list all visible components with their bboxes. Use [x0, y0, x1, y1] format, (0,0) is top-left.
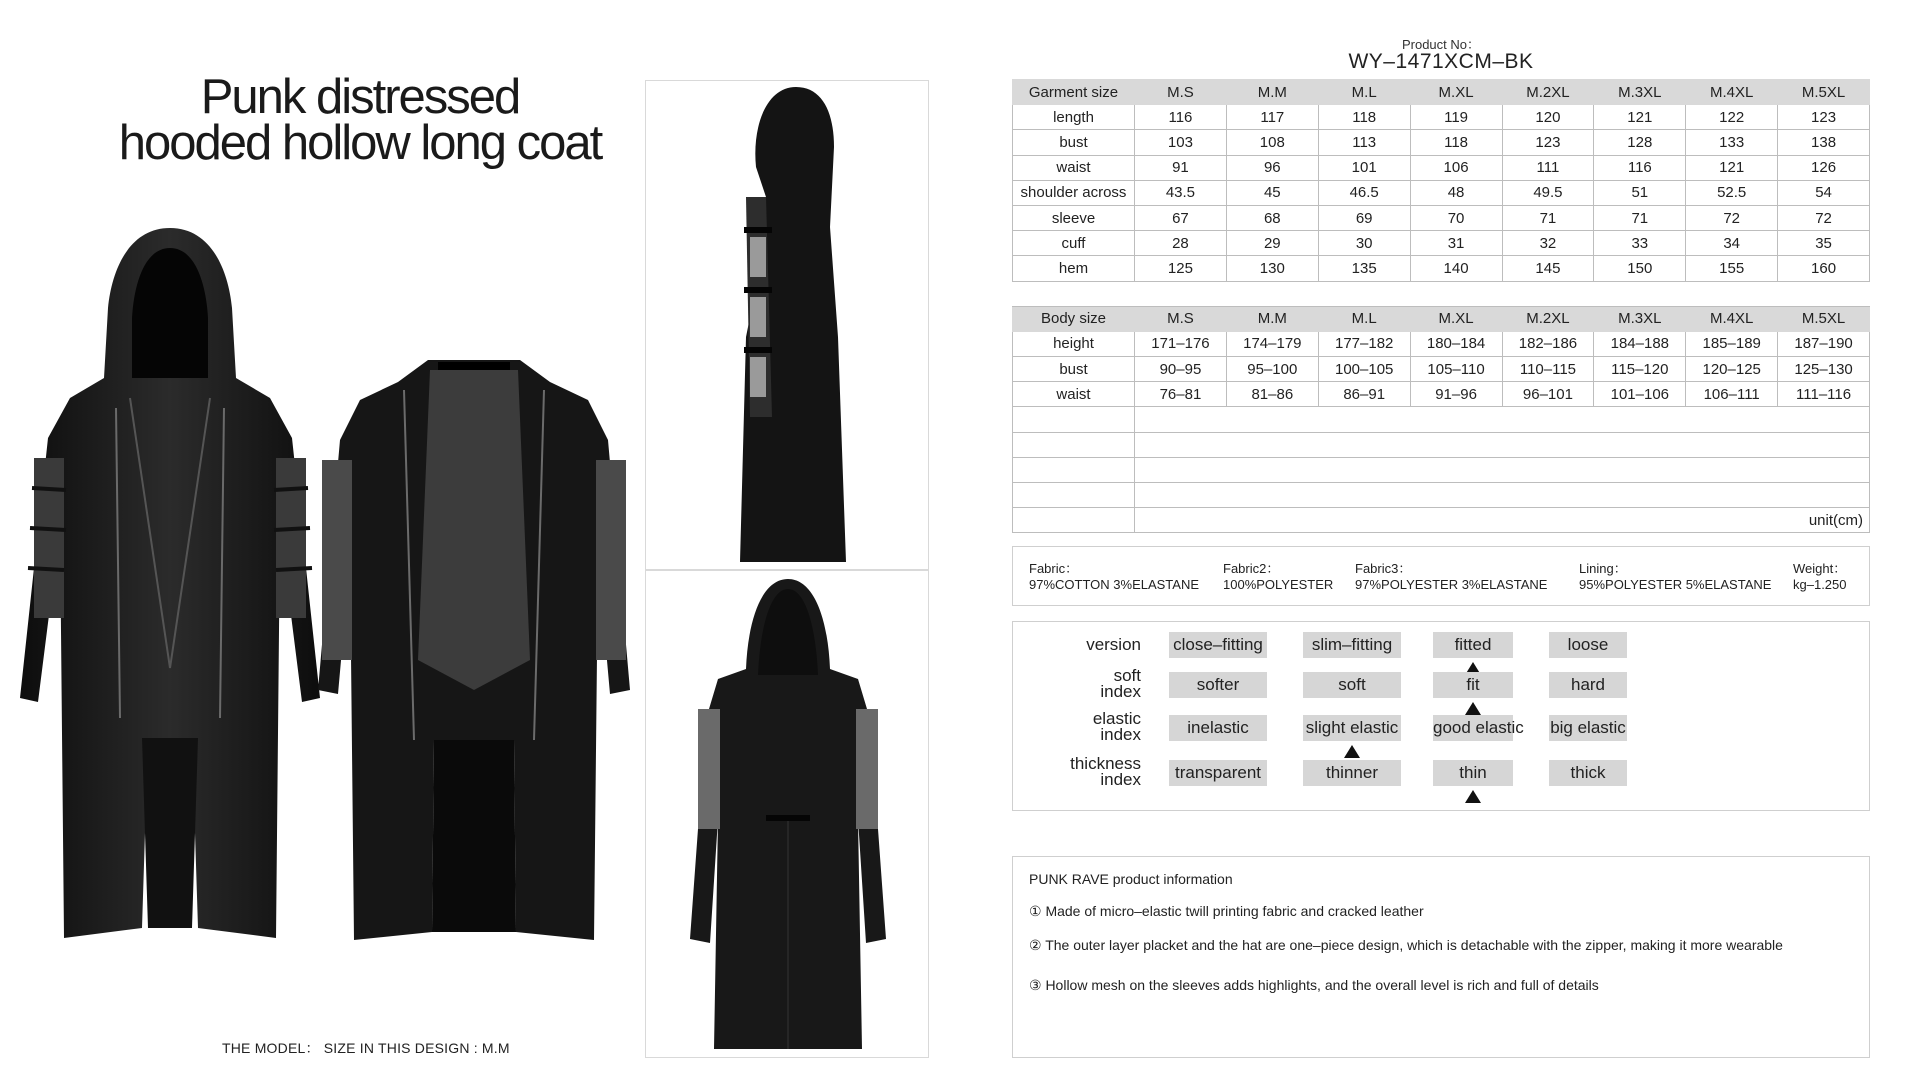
garment-header-row	[1013, 80, 1870, 105]
measure-value: 171–176	[1135, 331, 1227, 356]
size-table-body	[1013, 80, 1870, 533]
measure-label: waist	[1013, 382, 1135, 407]
table-gap-row	[1013, 281, 1870, 306]
measure-value: 117	[1226, 105, 1318, 130]
index-label-line: thickness	[1070, 754, 1141, 773]
side-view-panel	[645, 80, 929, 570]
measure-label: bust	[1013, 357, 1135, 382]
index-option-selected: thin	[1433, 760, 1513, 786]
measure-value: 115–120	[1594, 357, 1686, 382]
measure-value: 140	[1410, 256, 1502, 281]
measure-value: 125–130	[1778, 357, 1870, 382]
size-table	[1012, 79, 1870, 533]
size-header: M.3XL	[1594, 306, 1686, 331]
measure-value: 123	[1778, 105, 1870, 130]
product-number-label: Product No：	[1401, 37, 1481, 52]
garment-row	[1013, 130, 1870, 155]
measure-value: 120–125	[1686, 357, 1778, 382]
empty-row	[1013, 432, 1870, 457]
index-label-line: index	[1100, 725, 1141, 744]
measure-value: 95–100	[1226, 357, 1318, 382]
measure-value: 51	[1594, 180, 1686, 205]
measure-value: 106–111	[1686, 382, 1778, 407]
measure-value: 106	[1410, 155, 1502, 180]
index-label	[1031, 637, 1141, 653]
fit-index-box	[1012, 621, 1870, 811]
empty-cell	[1013, 432, 1135, 457]
garment-row	[1013, 180, 1870, 205]
measure-value: 185–189	[1686, 331, 1778, 356]
size-header: M.3XL	[1594, 80, 1686, 105]
body-header-row	[1013, 306, 1870, 331]
index-label-line: soft	[1113, 666, 1141, 685]
measure-value: 49.5	[1502, 180, 1594, 205]
index-option: slim–fitting	[1303, 632, 1401, 658]
garment-row	[1013, 231, 1870, 256]
size-header: M.4XL	[1686, 306, 1778, 331]
product-info-line-2: ② The outer layer placket and the hat are one–piece design, which is detachable with the zipper, making it more wearable	[1029, 937, 1783, 953]
product-info-box	[1012, 856, 1870, 1058]
index-option: soft	[1303, 672, 1401, 698]
model-size-note: THE MODEL： SIZE IN THIS DESIGN : M.M	[222, 1040, 510, 1056]
product-info-title: PUNK RAVE product information	[1029, 871, 1233, 887]
measure-value: 133	[1686, 130, 1778, 155]
unit-label: unit(cm)	[1135, 508, 1870, 533]
empty-cell	[1013, 508, 1135, 533]
measure-value: 130	[1226, 256, 1318, 281]
measure-value: 123	[1502, 130, 1594, 155]
weight-value: kg–1.250	[1793, 577, 1847, 592]
empty-cell	[1013, 407, 1135, 432]
body-row	[1013, 382, 1870, 407]
size-header: M.2XL	[1502, 80, 1594, 105]
measure-value: 68	[1226, 205, 1318, 230]
empty-row	[1013, 407, 1870, 432]
measure-value: 108	[1226, 130, 1318, 155]
back-view-image	[688, 579, 888, 1051]
table-spacer	[1013, 281, 1870, 306]
size-header: M.L	[1318, 306, 1410, 331]
weight	[1793, 561, 1847, 593]
measure-value: 35	[1778, 231, 1870, 256]
measure-value: 33	[1594, 231, 1686, 256]
measure-value: 69	[1318, 205, 1410, 230]
measure-value: 135	[1318, 256, 1410, 281]
measure-value: 67	[1135, 205, 1227, 230]
index-label-line: index	[1100, 770, 1141, 789]
fabric-2	[1223, 561, 1333, 593]
size-header: M.XL	[1410, 306, 1502, 331]
measure-value: 145	[1502, 256, 1594, 281]
size-header: M.S	[1135, 306, 1227, 331]
measure-value: 28	[1135, 231, 1227, 256]
empty-row	[1013, 483, 1870, 508]
product-info-line-1: ① Made of micro–elastic twill printing fabric and cracked leather	[1029, 903, 1424, 919]
measure-value: 126	[1778, 155, 1870, 180]
measure-value: 100–105	[1318, 357, 1410, 382]
index-option-selected: fitted	[1433, 632, 1513, 658]
size-header: M.5XL	[1778, 80, 1870, 105]
index-option: good elastic	[1433, 715, 1513, 741]
measure-value: 184–188	[1594, 331, 1686, 356]
measure-value: 91	[1135, 155, 1227, 180]
measure-value: 174–179	[1226, 331, 1318, 356]
measure-value: 101	[1318, 155, 1410, 180]
measure-value: 122	[1686, 105, 1778, 130]
measure-label: shoulder across	[1013, 180, 1135, 205]
measure-value: 118	[1410, 130, 1502, 155]
measure-value: 91–96	[1410, 382, 1502, 407]
measure-value: 150	[1594, 256, 1686, 281]
side-view-image	[726, 87, 856, 562]
measure-value: 101–106	[1594, 382, 1686, 407]
index-option: transparent	[1169, 760, 1267, 786]
front-open-coat-image	[318, 360, 630, 948]
measure-value: 29	[1226, 231, 1318, 256]
index-option: big elastic	[1549, 715, 1627, 741]
size-header: M.5XL	[1778, 306, 1870, 331]
measure-value: 31	[1410, 231, 1502, 256]
measure-value: 121	[1686, 155, 1778, 180]
empty-cell	[1013, 457, 1135, 482]
fabric-1-value: 97%COTTON 3%ELASTANE	[1029, 577, 1200, 592]
measure-value: 177–182	[1318, 331, 1410, 356]
garment-row	[1013, 205, 1870, 230]
empty-cell	[1135, 483, 1870, 508]
measure-value: 96	[1226, 155, 1318, 180]
measure-value: 48	[1410, 180, 1502, 205]
measure-value: 72	[1778, 205, 1870, 230]
weight-label: Weight：	[1793, 561, 1847, 576]
measure-label: bust	[1013, 130, 1135, 155]
empty-row	[1013, 457, 1870, 482]
measure-label: cuff	[1013, 231, 1135, 256]
index-option: loose	[1549, 632, 1627, 658]
size-header: M.M	[1226, 80, 1318, 105]
measure-value: 30	[1318, 231, 1410, 256]
selected-indicator-triangle-icon	[1465, 790, 1481, 803]
index-option: close–fitting	[1169, 632, 1267, 658]
measure-value: 182–186	[1502, 331, 1594, 356]
measure-label: height	[1013, 331, 1135, 356]
index-option: thick	[1549, 760, 1627, 786]
measure-value: 128	[1594, 130, 1686, 155]
size-header: M.M	[1226, 306, 1318, 331]
garment-row	[1013, 105, 1870, 130]
index-label	[1031, 756, 1141, 788]
front-hooded-coat-image	[20, 228, 320, 948]
measure-value: 43.5	[1135, 180, 1227, 205]
measure-value: 72	[1686, 205, 1778, 230]
fabric-3-label: Fabric3：	[1355, 561, 1412, 576]
measure-value: 45	[1226, 180, 1318, 205]
measure-value: 111	[1502, 155, 1594, 180]
measure-value: 81–86	[1226, 382, 1318, 407]
fabric-2-value: 100%POLYESTER	[1223, 577, 1334, 592]
fabric-1-label: Fabric：	[1029, 561, 1079, 576]
selected-indicator-triangle-icon	[1465, 702, 1481, 715]
measure-label: waist	[1013, 155, 1135, 180]
measure-value: 187–190	[1778, 331, 1870, 356]
body-row	[1013, 357, 1870, 382]
measure-value: 70	[1410, 205, 1502, 230]
measure-value: 71	[1594, 205, 1686, 230]
measure-value: 160	[1778, 256, 1870, 281]
measure-value: 116	[1135, 105, 1227, 130]
measure-label: length	[1013, 105, 1135, 130]
measure-value: 96–101	[1502, 382, 1594, 407]
empty-cell	[1135, 457, 1870, 482]
measure-value: 120	[1502, 105, 1594, 130]
size-header: M.S	[1135, 80, 1227, 105]
product-title-line-1: Punk distressed	[200, 70, 520, 124]
measure-value: 116	[1594, 155, 1686, 180]
measure-value: 155	[1686, 256, 1778, 281]
fabric-3-value: 97%POLYESTER 3%ELASTANE	[1355, 577, 1548, 592]
lining-label: Lining：	[1579, 561, 1627, 576]
selected-indicator-triangle-icon	[1344, 745, 1360, 758]
index-option: thinner	[1303, 760, 1401, 786]
product-info-line-3: ③ Hollow mesh on the sleeves adds highlights, and the overall level is rich and full of details	[1029, 977, 1599, 993]
product-number: WY–1471XCM–BK	[1348, 50, 1534, 73]
measure-value: 54	[1778, 180, 1870, 205]
index-label	[1031, 668, 1141, 700]
index-label-line: version	[1086, 635, 1141, 654]
measure-label: sleeve	[1013, 205, 1135, 230]
index-option-selected: fit	[1433, 672, 1513, 698]
measure-value: 76–81	[1135, 382, 1227, 407]
measure-value: 121	[1594, 105, 1686, 130]
garment-row	[1013, 256, 1870, 281]
fabric-info-box	[1012, 546, 1870, 606]
product-title	[70, 70, 650, 170]
fabric-3	[1355, 561, 1547, 593]
measure-value: 46.5	[1318, 180, 1410, 205]
measure-value: 86–91	[1318, 382, 1410, 407]
product-title-line-2: hooded hollow long coat	[118, 116, 602, 170]
fabric-1	[1029, 561, 1199, 593]
empty-cell	[1135, 432, 1870, 457]
garment-row	[1013, 155, 1870, 180]
index-option: inelastic	[1169, 715, 1267, 741]
lining	[1579, 561, 1771, 593]
measure-value: 71	[1502, 205, 1594, 230]
index-label-line: index	[1100, 682, 1141, 701]
fabric-2-label: Fabric2：	[1223, 561, 1280, 576]
measure-value: 113	[1318, 130, 1410, 155]
body-size-header: Body size	[1013, 306, 1135, 331]
index-option: hard	[1549, 672, 1627, 698]
size-header: M.L	[1318, 80, 1410, 105]
measure-value: 105–110	[1410, 357, 1502, 382]
measure-label: hem	[1013, 256, 1135, 281]
garment-size-header: Garment size	[1013, 80, 1135, 105]
index-option-selected: slight elastic	[1303, 715, 1401, 741]
measure-value: 34	[1686, 231, 1778, 256]
size-header: M.2XL	[1502, 306, 1594, 331]
unit-row	[1013, 508, 1870, 533]
measure-value: 52.5	[1686, 180, 1778, 205]
measure-value: 180–184	[1410, 331, 1502, 356]
index-label-line: elastic	[1092, 709, 1141, 728]
measure-value: 118	[1318, 105, 1410, 130]
measure-value: 110–115	[1502, 357, 1594, 382]
measure-value: 119	[1410, 105, 1502, 130]
empty-cell	[1135, 407, 1870, 432]
index-option: softer	[1169, 672, 1267, 698]
size-header: M.4XL	[1686, 80, 1778, 105]
back-view-panel	[645, 570, 929, 1058]
measure-value: 90–95	[1135, 357, 1227, 382]
measure-value: 111–116	[1778, 382, 1870, 407]
measure-value: 125	[1135, 256, 1227, 281]
measure-value: 138	[1778, 130, 1870, 155]
index-label	[1031, 711, 1141, 743]
empty-cell	[1013, 483, 1135, 508]
body-row	[1013, 331, 1870, 356]
lining-value: 95%POLYESTER 5%ELASTANE	[1579, 577, 1772, 592]
measure-value: 32	[1502, 231, 1594, 256]
size-header: M.XL	[1410, 80, 1502, 105]
measure-value: 103	[1135, 130, 1227, 155]
